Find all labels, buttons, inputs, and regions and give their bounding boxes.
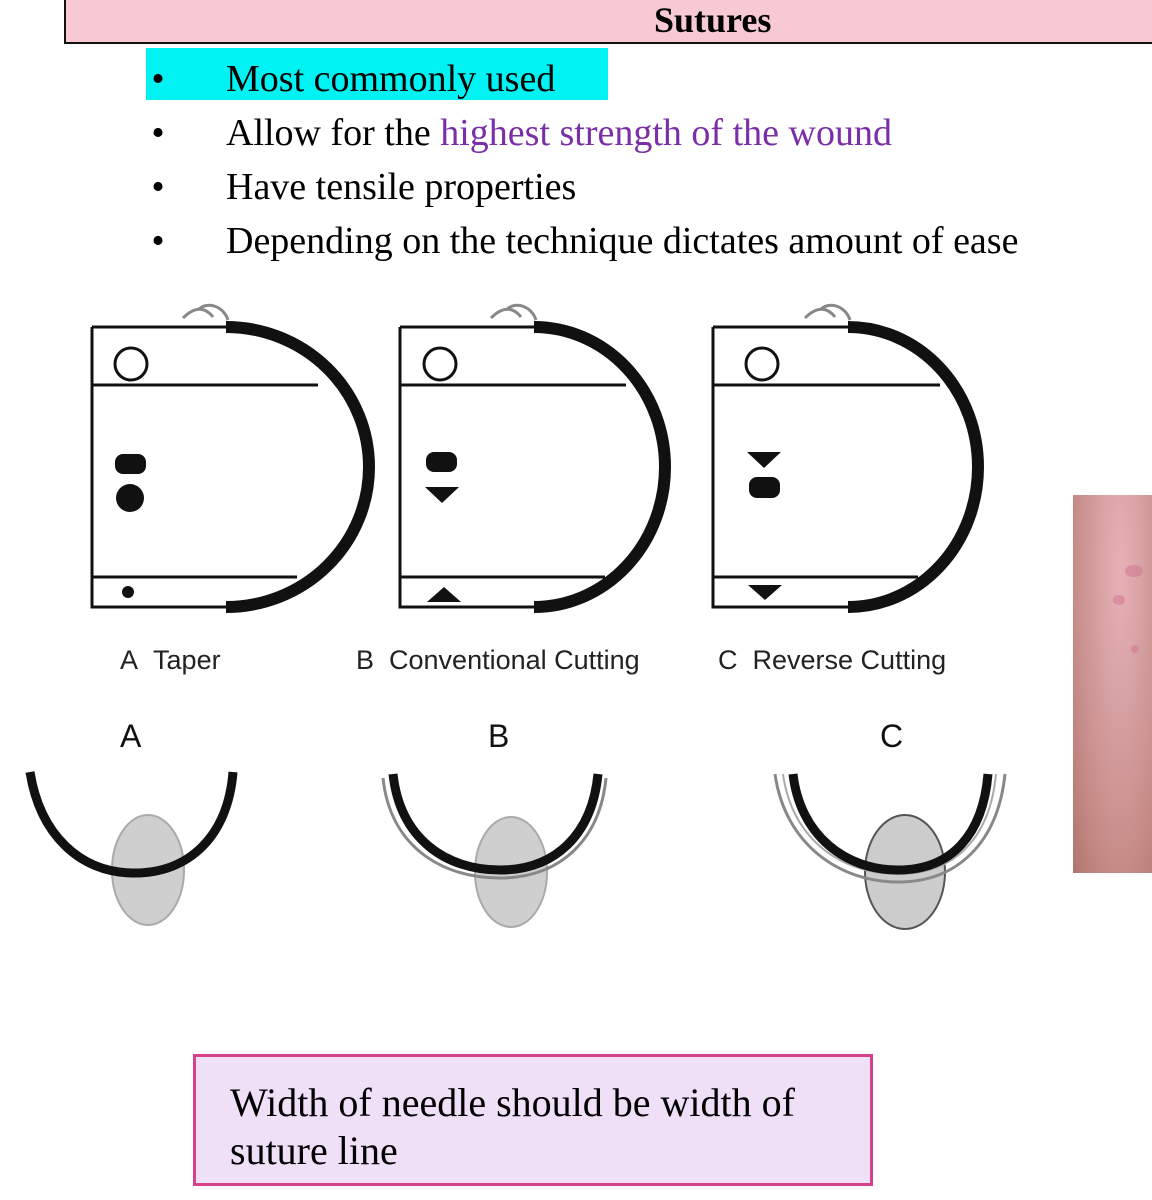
tissue-passage-taper [30,772,233,925]
needle-label-reverse-cutting: C Reverse Cutting [718,645,947,675]
triangle-down-icon [425,487,459,503]
cross-section-label-a: A [120,718,142,754]
needle-label-conventional-cutting: B Conventional Cutting [356,645,640,675]
triangle-down-icon [748,585,782,600]
tissue-passage-conventional-cutting [383,774,606,927]
oval-cross-section-icon [749,477,780,498]
tissue-passage-diagrams [0,760,1152,940]
note-callout [193,1054,873,1186]
tissue-passage-reverse-cutting [775,774,1005,929]
note-text: Width of needle should be width of suture line [230,1080,795,1173]
round-point-icon [122,586,134,598]
wound-photo [1073,495,1152,873]
triangle-down-icon [747,452,781,468]
oval-cross-section-icon [426,452,457,472]
bullet-text-plain: Allow for the [226,112,441,154]
needle-label-taper: A Taper [120,645,221,675]
bullet-icon: • [151,220,165,262]
bullet-text: Have tensile properties [226,166,577,208]
oval-cross-section-icon [115,454,146,474]
bullet-text: Depending on the technique dictates amount of ease [226,220,1019,262]
bullet-text-emphasis: highest strength of the wound [440,112,892,154]
bullet-icon: • [151,58,165,100]
bullet-icon: • [151,112,165,154]
bullet-icon: • [151,166,165,208]
cross-section-label-c: C [880,718,904,754]
cross-section-label-b: B [488,718,510,754]
round-body-icon [116,484,144,512]
page-title: Sutures [654,0,772,40]
bullet-text: Most commonly used [226,58,556,100]
triangle-up-icon [427,587,461,602]
